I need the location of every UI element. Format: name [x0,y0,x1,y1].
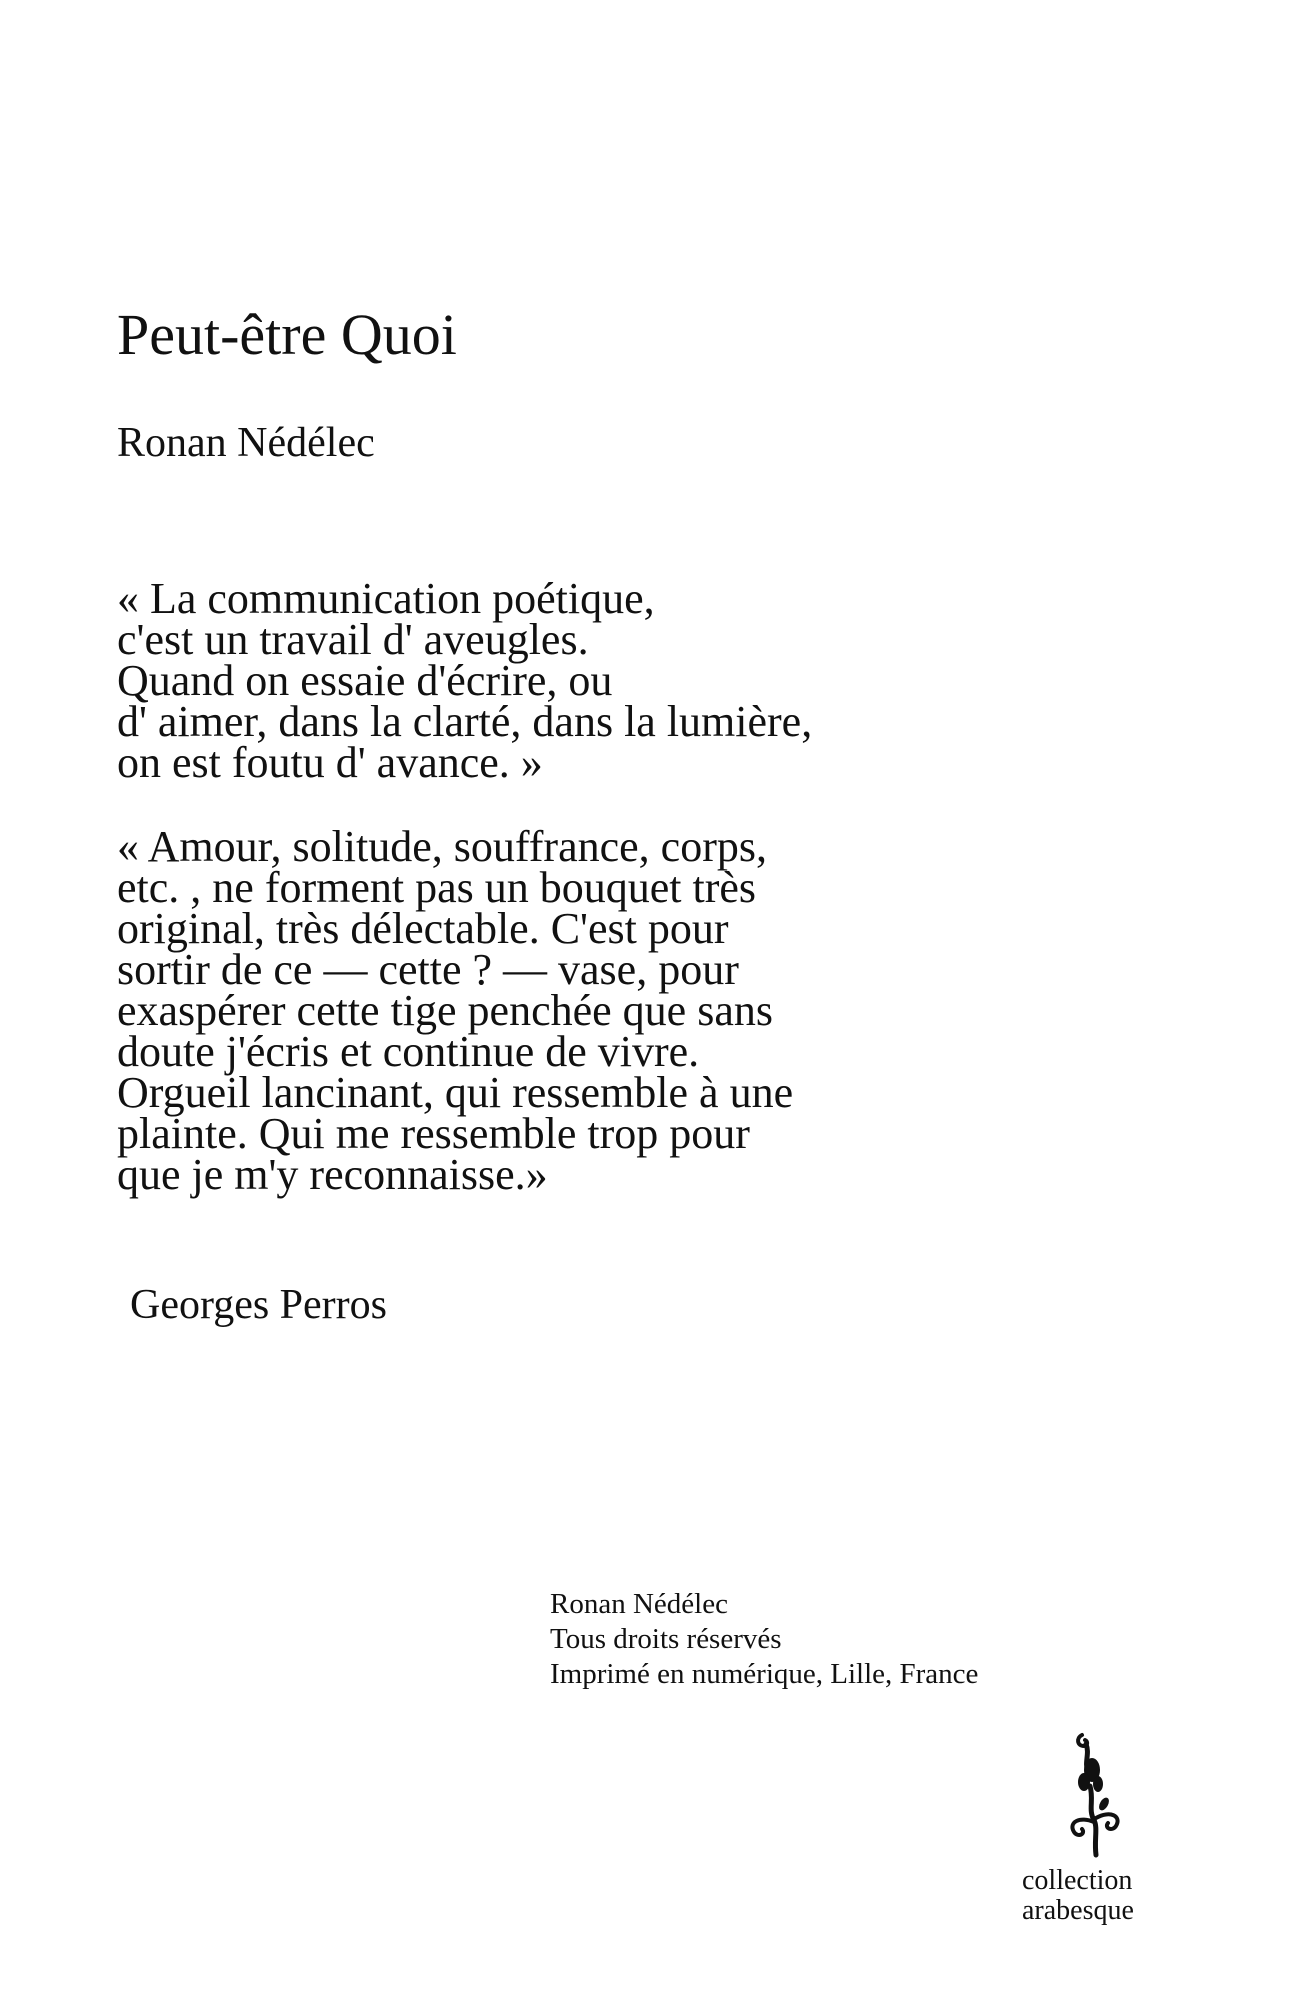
quote-line: sortir de ce — cette ? — vase, pour [117,945,739,994]
epigraph-attribution: Georges Perros [130,1282,388,1328]
quote-line: exaspérer cette tige penchée que sans [117,986,773,1035]
logo-text-line: collection [1022,1865,1133,1896]
book-author: Ronan Nédélec [117,420,375,466]
epigraph-quote-2 [117,822,794,1199]
book-title: Peut-être Quoi [117,302,457,367]
epigraph-quote-1 [117,574,813,787]
quote-line: « La communication poétique, [117,574,655,623]
arabesque-ornament-icon [1044,1730,1144,1865]
quote-line: d' aimer, dans la clarté, dans la lumière, [117,697,813,746]
publisher-logo [1022,1730,1162,1930]
quote-line: doute j'écris et continue de vivre. [117,1027,700,1076]
quote-line: Orgueil lancinant, qui ressemble à une [117,1068,794,1117]
quote-line: que je m'y reconnaisse.» [117,1150,548,1199]
logo-text [1022,1866,1134,1926]
quote-line: plainte. Qui me ressemble trop pour [117,1109,750,1158]
quote-line: « Amour, solitude, souffrance, corps, [117,822,767,871]
quote-line: c'est un travail d' aveugles. [117,615,589,664]
colophon-printing: Imprimé en numérique, Lille, France [550,1658,979,1690]
logo-text-line: arabesque [1022,1895,1134,1926]
quote-line: etc. , ne forment pas un bouquet très [117,863,757,912]
colophon [550,1587,978,1692]
colophon-rights: Tous droits réservés [550,1623,782,1655]
quote-line: on est foutu d' avance. » [117,738,543,787]
quote-line: Quand on essaie d'écrire, ou [117,656,613,705]
colophon-author: Ronan Nédélec [550,1588,728,1620]
quote-line: original, très délectable. C'est pour [117,904,729,953]
